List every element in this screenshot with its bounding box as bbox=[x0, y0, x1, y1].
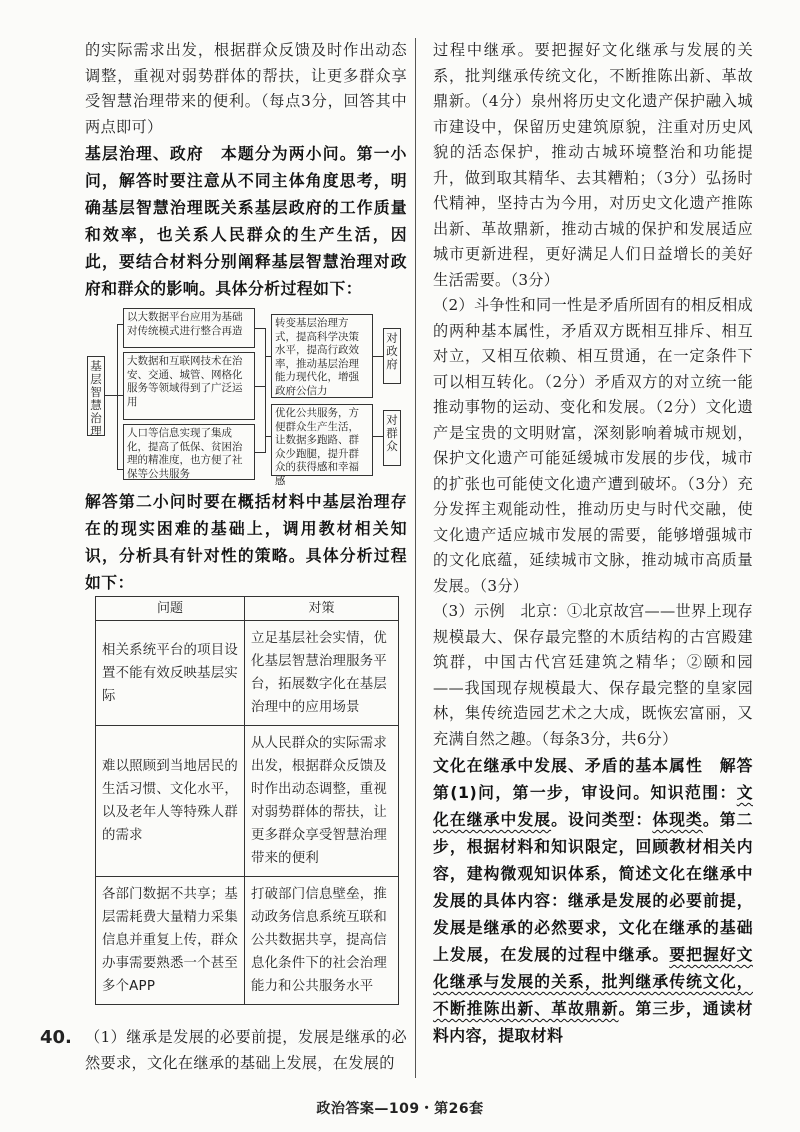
paragraph: （2）斗争性和同一性是矛盾所固有的相反相成的两种基本属性，矛盾双方既相互排斥、相互对立，又相互依赖、相互贯通，在一定条件下可以相互转化。（2分）矛盾双方的对立统一能推动事物的运动、变化和发展。（2分）文化遗产是宝贵的文明财富，深刻影响着城市规划，保护文化遗产可能延缓城市发展的步伐，城市的扩张也可能使文化遗产遭到破坏。（3分）充分发挥主观能动性，推动历史与时代交融，使文化遗产适应城市发展的需要，能够增强城市的文化底蕴，延续城市文脉，推动城市高质量发展。（3分） bbox=[433, 296, 753, 595]
connector bbox=[373, 436, 383, 437]
table-cell-strategy: 打破部门信息壁垒，推动政务信息系统互联和公共数据共享，提高信息化条件下的社会治理能力和公共服务水平 bbox=[245, 877, 399, 1005]
connector bbox=[265, 328, 266, 453]
analysis-diagram bbox=[85, 306, 407, 487]
table-cell-strategy: 立足基层社会实情，优化基层智慧治理服务平台，拓展数字化在基层治理中的应用场景 bbox=[245, 621, 399, 726]
diagram-box-2: 大数据和互联网技术在治安、交通、城管、网格化服务等领域得到了广泛运用 bbox=[123, 352, 255, 420]
table-cell-problem: 相关系统平台的项目设置不能有效反映基层实际 bbox=[96, 621, 245, 726]
table-header: 问题 bbox=[96, 597, 245, 621]
question-number: 40. bbox=[40, 1027, 72, 1048]
question-40-start bbox=[85, 1025, 407, 1076]
table-row bbox=[96, 726, 399, 877]
connector bbox=[117, 324, 118, 470]
connector bbox=[255, 452, 265, 453]
table-row bbox=[96, 877, 399, 1005]
label-people: 对群众 bbox=[383, 410, 401, 466]
left-column bbox=[85, 38, 407, 1005]
connector bbox=[255, 328, 265, 329]
government-effect-box: 转变基层治理方式，提高科学决策水平，提高行政效率，推动基层治理能力现代化，增强政府公信力 bbox=[271, 314, 373, 398]
table-cell-strategy: 从人民群众的实际需求出发，根据群众反馈及时作出动态调整，重视对弱势群体的帮扶，让更多群众享受智慧治理带来的便利 bbox=[245, 726, 399, 877]
diagram-box-1: 以大数据平台应用为基础对传统模式进行整合再造 bbox=[123, 308, 255, 348]
paragraph: （3）示例 北京：①北京故宫——世界上现存规模最大、保存最完整的木质结构的古宫殿建筑群，中国古代宫廷建筑之精华；②颐和园——我国现存规模最大、保存最完整的皇家园林，集传统造园艺术之大成，既恢宏富丽，又充满自然之趣。（每条3分，共6分） bbox=[433, 602, 753, 748]
table-header-row bbox=[96, 597, 399, 621]
diagram-root: 基层智慧治理 bbox=[87, 356, 105, 436]
connector bbox=[105, 395, 117, 396]
connector bbox=[255, 386, 265, 387]
page-footer: 政治答案—109・第26套 bbox=[316, 1101, 484, 1117]
problem-strategy-table bbox=[95, 596, 399, 1005]
analysis-paragraph: 基层治理、政府 本题分为两小问。第一小问，解答时要注意从不同主体角度思考，明确基层智慧治理既关系基层政府的工作质量和效率，也关系人民群众的生产生活，因此，要结合材料分别阐释基层智慧治理对政府和群众的影响。具体分析过程如下： bbox=[85, 144, 407, 298]
connector bbox=[373, 356, 383, 357]
people-effect-box: 优化公共服务，方便群众生产生活，让数据多跑路、群众少跑腿，提升群众的获得感和幸福感 bbox=[271, 404, 373, 476]
analysis-paragraph: 文化在继承中发展、矛盾的基本属性 解答第(1)问，第一步，审设问。知识范围：文化在继承中发展。设问类型：体现类。第二步，根据材料和知识限定，回顾教材相关内容，建构微观知识体系，简述文化在继承中发展的具体内容：继承是发展的必要前提，发展是继承的必然要求，文化在继承的基础上发展，在发展的过程中继承。要把握好文化继承与发展的关系，批判继承传统文化，不断推陈出新、革故鼎新。第三步，通读材料内容，提取材料 bbox=[433, 756, 753, 1045]
paragraph: 过程中继承。要把握好文化继承与发展的关系，批判继承传统文化，不断推陈出新、革故鼎新。（4分）泉州将历史文化遗产保护融入城市建设中，保留历史建筑原貌，注重对历史风貌的活态保护，推动古城环境整治和功能提升，做到取其精华、去其糟粕；（3分）弘扬时代精神，坚持古为今用，对历史文化遗产推陈出新、革故鼎新，推动古城的保护和发展适应城市更新进程，更好满足人们日益增长的美好生活需要。（3分） bbox=[433, 41, 753, 289]
diagram-box-3: 人口等信息实现了集成化，提高了低保、贫困治理的精准度，也方便了社保等公共服务 bbox=[123, 424, 255, 480]
analysis-paragraph-2: 解答第二小问时要在概括材料中基层治理存在的现实困难的基础上，调用教材相关知识，分析具有针对性的策略。具体分析过程如下： bbox=[85, 492, 407, 592]
table-header: 对策 bbox=[245, 597, 399, 621]
label-government: 对政府 bbox=[383, 328, 401, 384]
table-row bbox=[96, 621, 399, 726]
table-cell-problem: 各部门数据不共享；基层需耗费大量精力采集信息并重复上传，群众办事需要熟悉一个甚至多个APP bbox=[96, 877, 245, 1005]
column-divider bbox=[415, 38, 416, 1078]
right-column bbox=[433, 38, 753, 1049]
table-cell-problem: 难以照顾到当地居民的生活习惯、文化水平，以及老年人等特殊人群的需求 bbox=[96, 726, 245, 877]
paragraph: 的实际需求出发，根据群众反馈及时作出动态调整，重视对弱势群体的帮扶，让更多群众享受智慧治理带来的便利。（每点3分，回答其中两点即可） bbox=[85, 41, 407, 136]
paragraph: （1）继承是发展的必要前提，发展是继承的必然要求，文化在继承的基础上发展，在发展的 bbox=[85, 1028, 407, 1072]
